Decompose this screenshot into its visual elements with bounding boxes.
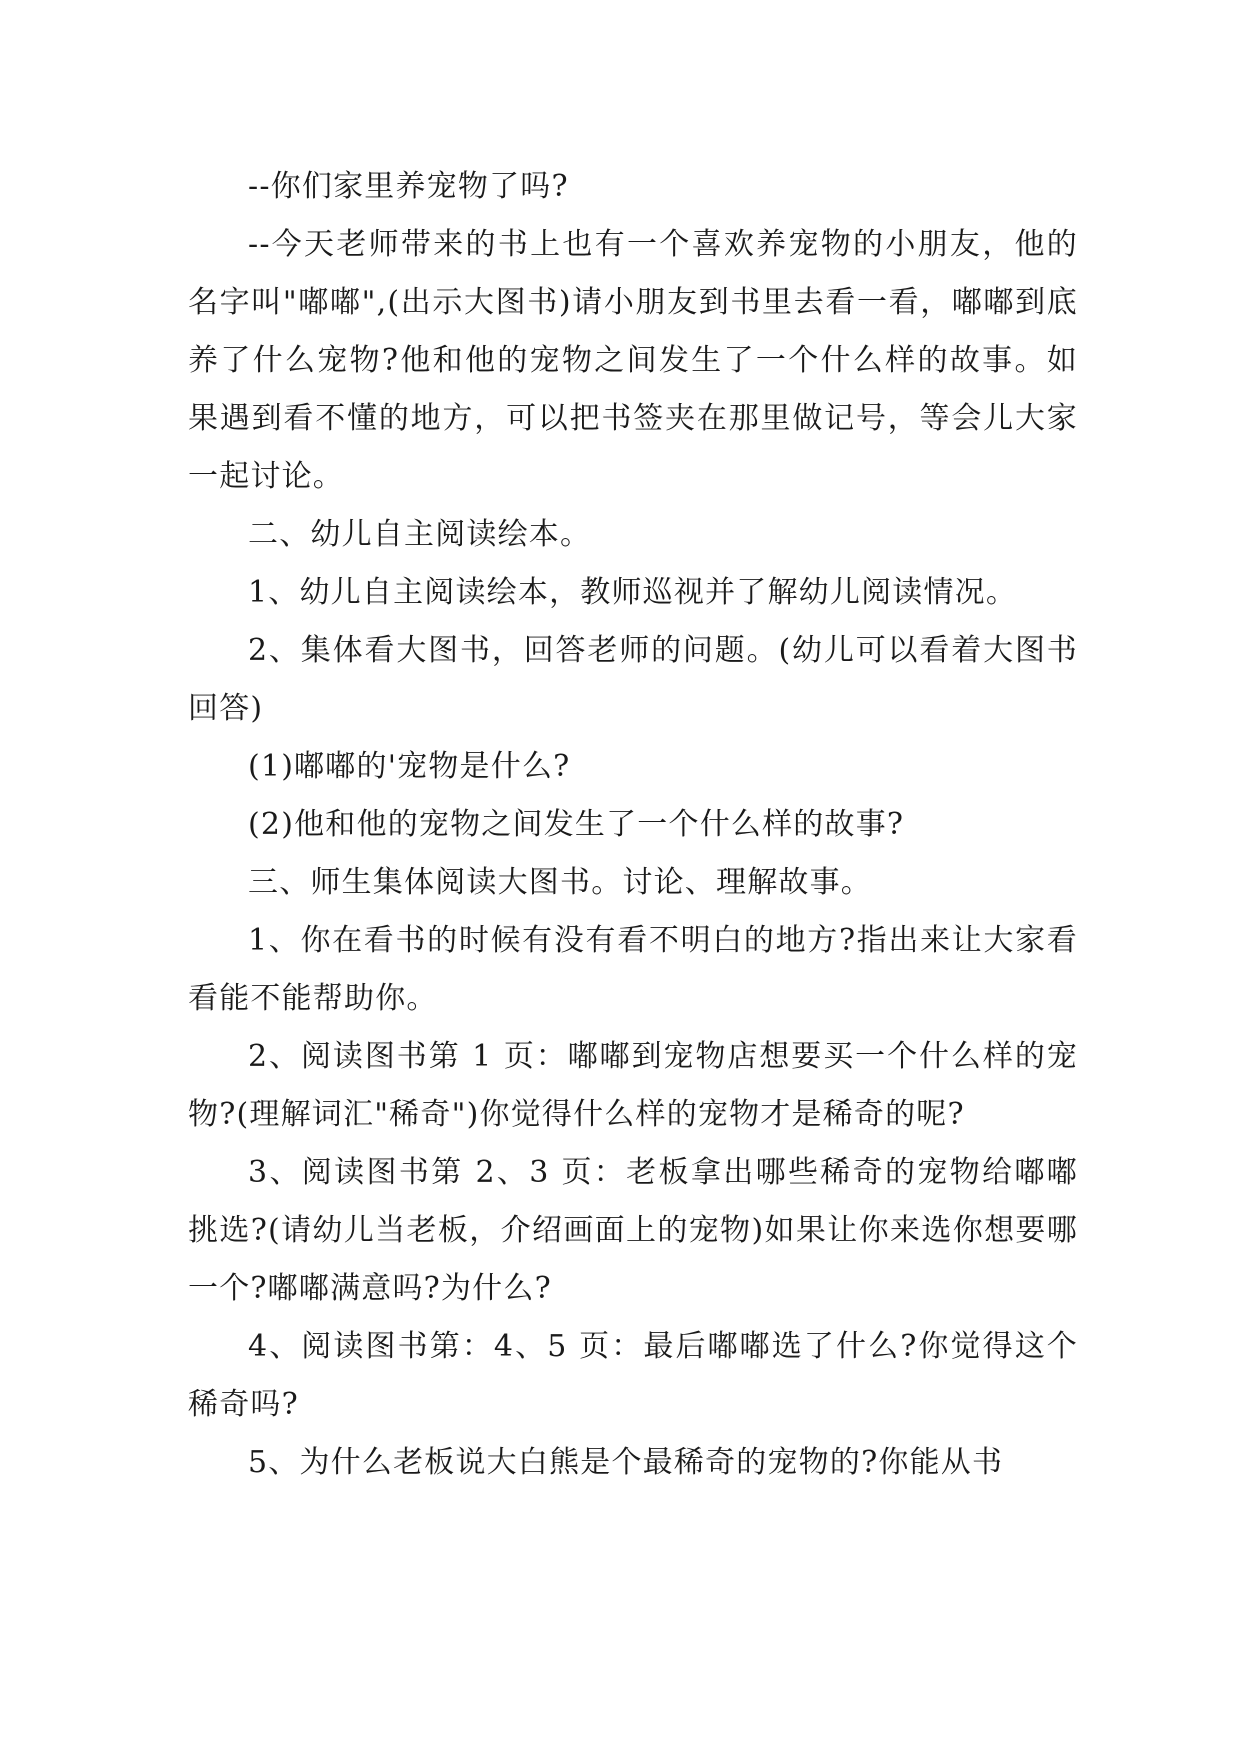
paragraph: 1、你在看书的时候有没有看不明白的地方?指出来让大家看看能不能帮助你。 (188, 923, 1078, 1016)
section-heading: 二、幼儿自主阅读绘本。 (248, 517, 592, 552)
paragraph: --今天老师带来的书上也有一个喜欢养宠物的小朋友，他的名字叫"嘟嘟",(出示大图书)请小朋友到书里去看一看，嘟嘟到底养了什么宠物?他和他的宠物之间发生了一个什么样的故事。如果遇到看不懂的地方，可以把书签夹在那里做记号，等会儿大家一起讨论。 (188, 227, 1078, 494)
paragraph: 1、幼儿自主阅读绘本，教师巡视并了解幼儿阅读情况。 (248, 575, 1018, 610)
question: (1)嘟嘟的'宠物是什么? (248, 749, 571, 784)
paragraph: 2、集体看大图书，回答老师的问题。(幼儿可以看着大图书回答) (188, 633, 1078, 726)
paragraph: 5、为什么老板说大白熊是个最稀奇的宠物的?你能从书 (248, 1445, 1004, 1480)
section-heading: 三、师生集体阅读大图书。讨论、理解故事。 (248, 865, 872, 900)
question: (2)他和他的宠物之间发生了一个什么样的故事? (248, 807, 905, 842)
document-body (188, 158, 1078, 1492)
paragraph: 2、阅读图书第 1 页：嘟嘟到宠物店想要买一个什么样的宠物?(理解词汇"稀奇")你觉得什么样的宠物才是稀奇的呢? (188, 1039, 1078, 1132)
paragraph: --你们家里养宠物了吗? (248, 169, 569, 204)
paragraph: 4、阅读图书第：4、5 页：最后嘟嘟选了什么?你觉得这个稀奇吗? (188, 1329, 1078, 1422)
paragraph: 3、阅读图书第 2、3 页：老板拿出哪些稀奇的宠物给嘟嘟挑选?(请幼儿当老板，介绍画面上的宠物)如果让你来选你想要哪一个?嘟嘟满意吗?为什么? (188, 1155, 1078, 1306)
